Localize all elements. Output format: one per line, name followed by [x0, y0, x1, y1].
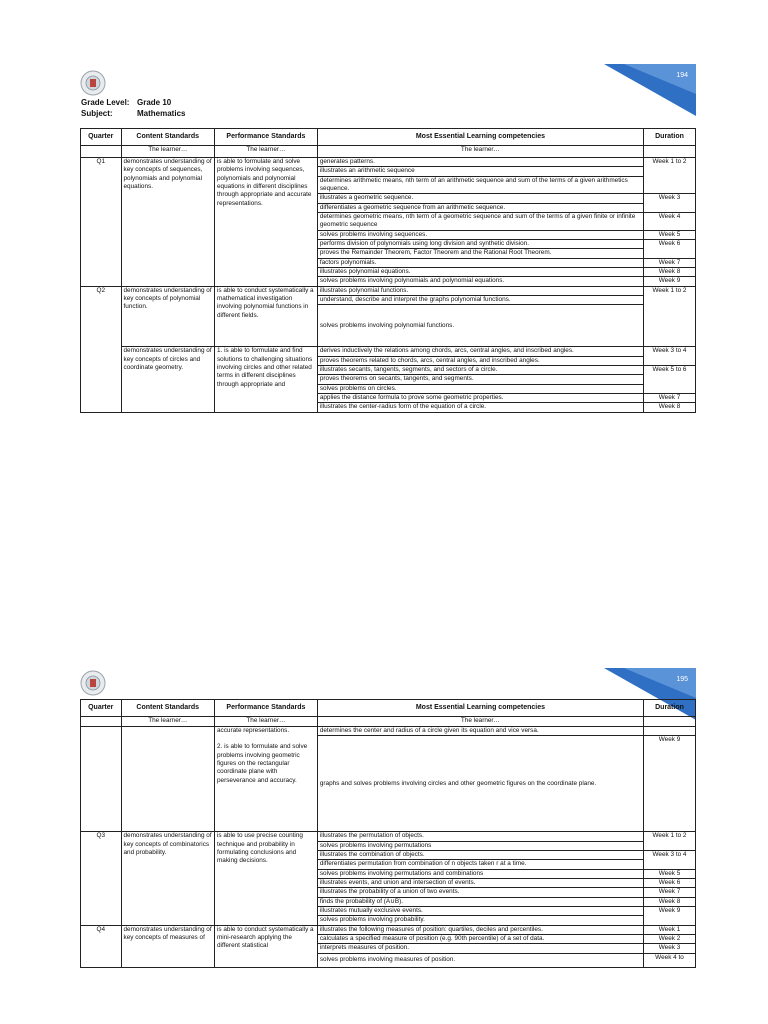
duration-cell: Week 5	[644, 869, 696, 878]
duration-cell: Week 1 to 2	[644, 158, 696, 194]
duration-cell: Week 1 to 2	[644, 286, 696, 347]
header-melc: Most Essential Learning competencies	[317, 700, 643, 717]
duration-cell: Week 8	[644, 403, 696, 412]
quarter-cell: Q4	[81, 925, 122, 967]
duration-cell: Week 9	[644, 736, 696, 832]
competency-cell: solves problems involving measures of position.	[317, 953, 643, 967]
performance-standard-2: 2. is able to formulate and solve problems involving geometric figures on the rectangular coordinate plane with perseverance and accuracy.	[216, 743, 308, 784]
duration-cell: Week 5	[644, 230, 696, 239]
header-performance-standards: Performance Standards	[214, 700, 317, 717]
header-row	[81, 129, 696, 146]
competency-cell: determines geometric means, nth term of a geometric sequence and sum of the terms of a given finite or infinite geometric sequence	[317, 212, 643, 230]
grade-level-value: Grade 10	[137, 98, 172, 107]
learner-row	[81, 146, 696, 158]
learner-melc: The learner…	[317, 717, 643, 727]
quarter-cell: Q3	[81, 832, 122, 925]
melc-table	[80, 128, 696, 413]
subject-value: Mathematics	[137, 109, 186, 118]
competency-cell: factors polynomials.	[317, 258, 643, 267]
performance-standard-cell: is able to conduct systematically a mini-research applying the different statistical	[214, 925, 317, 967]
competency-cell: solves problems involving probability.	[317, 916, 643, 925]
duration-cell: Week 3 to 4	[644, 347, 696, 366]
competency-cell: illustrates an arithmetic sequence	[317, 167, 643, 176]
content-standard-cell: demonstrates understanding of key concepts of circles and coordinate geometry.	[121, 347, 214, 412]
competency-cell: illustrates secants, tangents, segments, and sectors of a circle.	[317, 365, 643, 374]
competency-cell: illustrates polynomial equations.	[317, 267, 643, 276]
competency-cell: solves problems on circles.	[317, 384, 643, 393]
header-quarter: Quarter	[81, 129, 122, 146]
deped-seal-icon	[80, 70, 106, 96]
header-row	[81, 700, 696, 717]
header-quarter: Quarter	[81, 700, 122, 717]
page-194	[80, 64, 696, 500]
duration-cell: Week 8	[644, 897, 696, 906]
performance-standard-cell: is able to conduct systematically a mathematical investigation involving polynomial functions in different fields.	[214, 286, 317, 347]
duration-cell: Week 4	[644, 212, 696, 230]
competency-cell: proves theorems related to chords, arcs, central angles, and inscribed angles.	[317, 356, 643, 365]
subject-label: Subject:	[81, 109, 113, 118]
duration-cell: Week 3 to 4	[644, 850, 696, 869]
competency-cell: illustrates polynomial functions.	[317, 286, 643, 295]
competency-cell: solves problems involving sequences.	[317, 230, 643, 239]
header-content-standards: Content Standards	[121, 700, 214, 717]
grade-level-row	[81, 98, 172, 107]
competency-cell: illustrates events, and union and intersection of events.	[317, 878, 643, 887]
competency-cell: solves problems involving polynomials and polynomial equations.	[317, 277, 643, 286]
performance-standard-cell	[214, 727, 317, 832]
competency-cell: understand, describe and interpret the graphs polynomial functions.	[317, 295, 643, 304]
table-row	[81, 925, 696, 934]
header-duration: Duration	[644, 129, 696, 146]
competency-cell: finds the probability of (A∪B).	[317, 897, 643, 906]
duration-cell: Week 9	[644, 277, 696, 286]
deped-seal-icon	[80, 670, 106, 696]
header-duration: Duration	[644, 700, 696, 717]
competency-cell: illustrates a geometric sequence.	[317, 194, 643, 203]
learner-row	[81, 717, 696, 727]
page-195	[80, 668, 696, 1024]
header-melc: Most Essential Learning competencies	[317, 129, 643, 146]
content-standard-cell: demonstrates understanding of key concepts of measures of	[121, 925, 214, 967]
competency-cell: determines arithmetic means, nth term of an arithmetic sequence and sum of the terms of a given arithmetics sequence.	[317, 176, 643, 194]
learner-content: The learner…	[121, 717, 214, 727]
competency-cell: illustrates the combination of objects.	[317, 850, 643, 859]
subject-row	[81, 109, 186, 118]
performance-continuation: accurate representations.	[216, 727, 290, 734]
competency-cell: proves theorems on secants, tangents, and segments.	[317, 375, 643, 384]
learner-performance: The learner…	[214, 146, 317, 158]
competency-cell: differentiates a geometric sequence from an arithmetic sequence.	[317, 203, 643, 212]
duration-cell: Week 6	[644, 878, 696, 887]
competency-cell: illustrates the center-radius form of the equation of a circle.	[317, 403, 643, 412]
competency-cell: derives inductively the relations among chords, arcs, central angles, and inscribed angles.	[317, 347, 643, 356]
content-standard-cell: demonstrates understanding of key concepts of polynomial function.	[121, 286, 214, 347]
table-row	[81, 727, 696, 736]
duration-cell: Week 1	[644, 925, 696, 934]
table-row	[81, 832, 696, 841]
quarter-cell: Q1	[81, 158, 122, 287]
competency-cell: proves the Remainder Theorem, Factor Theorem and the Rational Root Theorem.	[317, 249, 643, 258]
grade-level-label: Grade Level:	[81, 98, 130, 107]
duration-cell: Week 5 to 6	[644, 365, 696, 393]
competency-cell: calculates a specified measure of position (e.g. 90th percentile) of a set of data.	[317, 934, 643, 943]
competency-cell: applies the distance formula to prove some geometric properties.	[317, 393, 643, 402]
duration-cell: Week 3	[644, 944, 696, 953]
competency-cell: differentiates permutation from combination of n objects taken r at a time.	[317, 860, 643, 869]
performance-standard-cell: is able to formulate and solve problems involving sequences, polynomials and polynomial equations in different disciplines through appropriate and accurate representations.	[214, 158, 317, 287]
page-number: 194	[676, 72, 688, 79]
duration-cell: Week 7	[644, 888, 696, 897]
content-standard-cell: demonstrates understanding of key concepts of combinatorics and probability.	[121, 832, 214, 925]
competency-cell: illustrates the permutation of objects.	[317, 832, 643, 841]
table-row	[81, 347, 696, 356]
competency-cell: graphs and solves problems involving circles and other geometric figures on the coordinate plane.	[317, 736, 643, 832]
competency-cell: determines the center and radius of a circle given its equation and vice versa.	[317, 727, 643, 736]
duration-cell: Week 4 to	[644, 953, 696, 967]
table-row	[81, 158, 696, 167]
duration-cell: Week 1 to 2	[644, 832, 696, 851]
performance-standard-cell: is able to use precise counting technique and probability in formulating conclusions and making decisions.	[214, 832, 317, 925]
competency-cell: illustrates the probability of a union of two events.	[317, 888, 643, 897]
duration-cell: Week 7	[644, 258, 696, 267]
content-standard-cell: demonstrates understanding of key concepts of sequences, polynomials and polynomial equations.	[121, 158, 214, 287]
competency-cell: solves problems involving permutations	[317, 841, 643, 850]
duration-cell: Week 9	[644, 906, 696, 925]
page-number: 195	[676, 676, 688, 683]
duration-cell: Week 6	[644, 239, 696, 258]
header-performance-standards: Performance Standards	[214, 129, 317, 146]
competency-cell: illustrates mutually exclusive events.	[317, 906, 643, 915]
competency-cell: performs division of polynomials using long division and synthetic division.	[317, 239, 643, 248]
header-content-standards: Content Standards	[121, 129, 214, 146]
competency-cell: solves problems involving permutations and combinations	[317, 869, 643, 878]
learner-melc: The learner…	[317, 146, 643, 158]
learner-content: The learner…	[121, 146, 214, 158]
duration-cell: Week 7	[644, 393, 696, 402]
competency-cell: generates patterns.	[317, 158, 643, 167]
duration-cell: Week 8	[644, 267, 696, 276]
competency-cell: interprets measures of position.	[317, 944, 643, 953]
competency-cell: solves problems involving polynomial functions.	[317, 305, 643, 347]
duration-cell: Week 3	[644, 194, 696, 213]
table-row	[81, 286, 696, 295]
learner-performance: The learner…	[214, 717, 317, 727]
quarter-cell: Q2	[81, 286, 122, 412]
duration-cell: Week 2	[644, 934, 696, 943]
performance-standard-cell: 1. is able to formulate and find solutions to challenging situations involving circles and other related terms in different disciplines through appropriate and	[214, 347, 317, 412]
competency-cell: illustrates the following measures of position: quartiles, deciles and percentiles.	[317, 925, 643, 934]
melc-table	[80, 699, 696, 968]
